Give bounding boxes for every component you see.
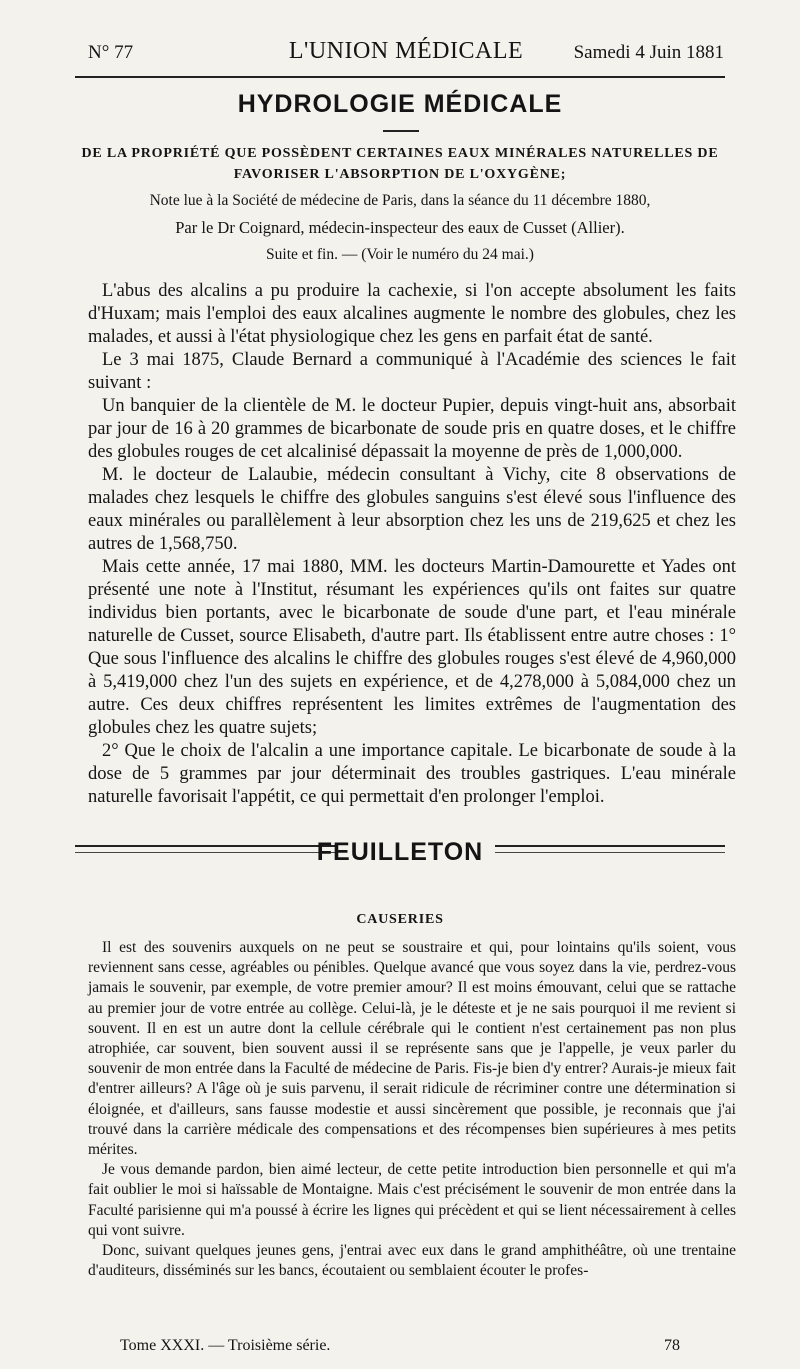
article-title-line-1: DE LA PROPRIÉTÉ QUE POSSÈDENT CERTAINES EAUX MINÉRALES NATURELLES DE [81, 146, 719, 161]
title-divider [383, 130, 419, 132]
footer-page-number: 78 [664, 1337, 680, 1354]
feuilleton-rule-right [495, 845, 725, 853]
article-continuation: Suite et fin. — (Voir le numéro du 24 mai.) [266, 246, 534, 263]
article-title-line-2: FAVORISER L'ABSORPTION DE L'OXYGÈNE; [233, 167, 567, 182]
issue-date: Samedi 4 Juin 1881 [573, 42, 724, 63]
article-note: Note lue à la Société de médecine de Paris, dans la séance du 11 décembre 1880, [149, 192, 651, 209]
feuilleton-paragraph: Il est des souvenirs auxquels on ne peut se soustraire et qui, pour lointains qu'ils soient, vous reviennent sans cesse, agréables ou pénibles. Quelque avancé que vous soyez dans la vie, perdrez-vous jamais le souvenir, par exemple, de votre premier amour? Il est moins émouvant, celui que se rattache au premier jour de votre entrée au collège. Celui-là, je le déteste et je ne sais pourquoi il me revient si souvent. Il en est un autre dont la cellule cérébrale qui le contient n'est certainement pas non plus atrophiée, car souvent, bien souvent aussi il se représente sans que je l'appelle, je veux parler du souvenir de mon entrée dans la Faculté de médecine de Paris. Fis-je bien d'y entrer? Aurais-je mieux fait d'entrer ailleurs? A l'âge où je suis parvenu, il serait ridicule de récriminer contre une détermination si éloignée, et d'ailleurs, sans fausse modestie et aussi sincèrement que possible, je reconnais que j'ai trouvé dans la carrière médicale des compensations et des récompenses bien supérieures à mes petits mérites. [88, 939, 736, 1159]
article-paragraph: L'abus des alcalins a pu produire la cachexie, si l'on accepte absolument les faits d'Huxam; mais l'emploi des eaux alcalines augmente le nombre des globules, chez les malades, et aussi à l'état physiologique chez les gens en parfait état de santé. [88, 281, 736, 347]
feuilleton-title: FEUILLETON [316, 838, 484, 866]
page-header [88, 36, 724, 68]
article-paragraph: Mais cette année, 17 mai 1880, MM. les docteurs Martin-Damourette et Yades ont présenté une note à l'Institut, résumant les expériences qu'ils ont faites sur quatre individus bien portants, avec le bicarbonate de soude d'une part, et l'eau minérale naturelle de Cusset, source Elisabeth, d'autre part. Ils établissent entre autre choses : 1° Que sous l'influence des alcalins le chiffre des globules rouges s'est élevé de 4,960,000 à 5,419,000 chez l'un des sujets en expérience, et de 4,278,000 à 5,084,000 chez un autre. Ces deux chiffres représentent les limites extrêmes de l'augmentation des globules chez les quatre sujets; [88, 557, 736, 738]
article-paragraph: 2° Que le choix de l'alcalin a une importance capitale. Le bicarbonate de soude à la dose de 5 grammes par jour déterminait des troubles gastriques. L'eau minérale naturelle favorisait l'appétit, ce qui permettait d'en prolonger l'emploi. [88, 741, 736, 807]
article-paragraph: Le 3 mai 1875, Claude Bernard a communiqué à l'Académie des sciences le fait suivant : [88, 350, 736, 393]
article-body [88, 280, 736, 809]
article-paragraph: Un banquier de la clientèle de M. le docteur Pupier, depuis vingt-huit ans, absorbait par jour de 16 à 20 grammes de bicarbonate de soude pris en quatre doses, et le chiffre des globules rouges de cet alcalinisé dépassait la moyenne de près de 1,000,000. [88, 396, 736, 462]
journal-title: L'UNION MÉDICALE [288, 38, 524, 64]
footer-tome: Tome XXXI. — Troisième série. [120, 1337, 331, 1354]
feuilleton-body [88, 938, 736, 1281]
feuilleton-paragraph: Donc, suivant quelques jeunes gens, j'entrai avec eux dans le grand amphithéâtre, où une trentaine d'auditeurs, disséminés sur les bancs, écoutaient ou semblaient écouter le profes- [88, 1242, 736, 1280]
feuilleton-paragraph: Je vous demande pardon, bien aimé lecteur, de cette petite introduction bien personnelle et qui m'a fait oublier le moi si haïssable de Montaigne. Mais c'est précisément le souvenir de mon entrée dans la Faculté parisienne qui m'a poussé à écrire les lignes qui précèdent et qui se lient nécessairement à celles qui vont suivre. [88, 1161, 736, 1239]
article-author: Par le Dr Coignard, médecin-inspecteur des eaux de Cusset (Allier). [175, 218, 625, 237]
article-paragraph: M. le docteur de Lalaubie, médecin consultant à Vichy, cite 8 observations de malades chez lesquels le chiffre des globules sanguins s'est élevé sous l'influence des eaux minérales ou parallèlement à leur absorption chez les uns de 219,625 et chez les autres de 1,568,750. [88, 465, 736, 554]
issue-number: N° 77 [88, 42, 134, 63]
header-rule [75, 76, 725, 78]
section-title: HYDROLOGIE MÉDICALE [237, 90, 563, 118]
feuilleton-subtitle: CAUSERIES [356, 912, 444, 927]
